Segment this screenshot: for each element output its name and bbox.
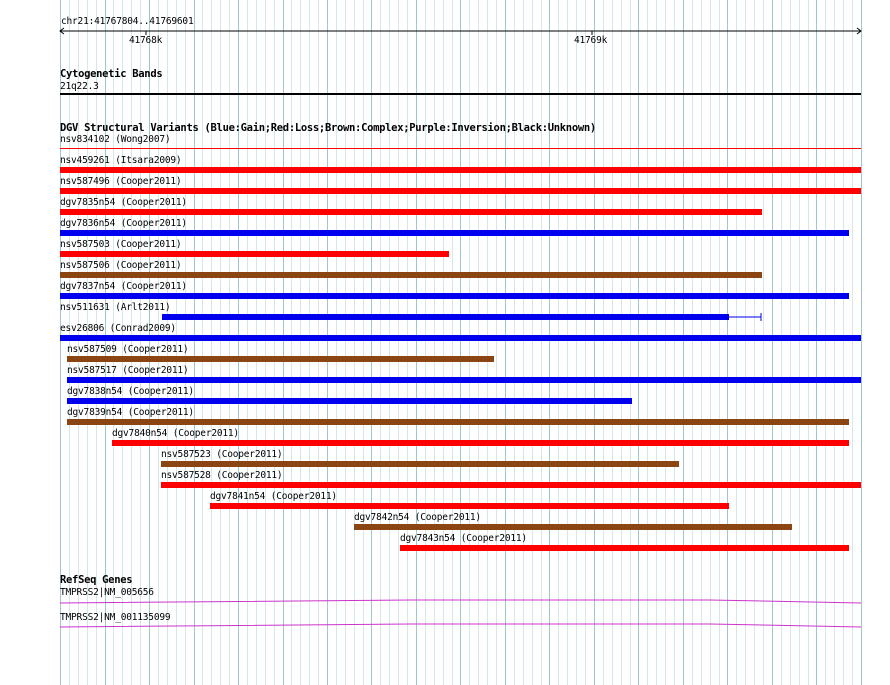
- feature-bar[interactable]: [60, 230, 849, 236]
- feature-bar[interactable]: [354, 524, 792, 530]
- feature-bar[interactable]: [67, 377, 861, 383]
- feature-label[interactable]: nsv587517 (Cooper2011): [67, 365, 189, 376]
- feature-label[interactable]: dgv7835n54 (Cooper2011): [60, 197, 187, 208]
- dgv-track-title: DGV Structural Variants (Blue:Gain;Red:Loss;Brown:Complex;Purple:Inversion;Black:Unknown): [60, 122, 596, 134]
- feature-bar[interactable]: [400, 545, 849, 551]
- cytoband-track-title: Cytogenetic Bands: [60, 68, 163, 80]
- feature-bar[interactable]: [60, 209, 762, 215]
- feature-connector: [0, 310, 890, 326]
- feature-bar[interactable]: [67, 419, 849, 425]
- feature-label[interactable]: dgv7841n54 (Cooper2011): [210, 491, 337, 502]
- refseq-track-title: RefSeq Genes: [60, 574, 133, 586]
- feature-bar[interactable]: [210, 503, 729, 509]
- feature-bar[interactable]: [60, 148, 861, 149]
- feature-label[interactable]: dgv7843n54 (Cooper2011): [400, 533, 527, 544]
- ruler-tick-label: 41769k: [574, 35, 608, 46]
- feature-label[interactable]: dgv7842n54 (Cooper2011): [354, 512, 481, 523]
- feature-label[interactable]: dgv7837n54 (Cooper2011): [60, 281, 187, 292]
- feature-label[interactable]: nsv587509 (Cooper2011): [67, 344, 189, 355]
- feature-label[interactable]: nsv587496 (Cooper2011): [60, 176, 182, 187]
- feature-bar[interactable]: [161, 461, 679, 467]
- feature-bar[interactable]: [60, 251, 449, 257]
- feature-bar[interactable]: [60, 293, 849, 299]
- feature-bar[interactable]: [67, 356, 494, 362]
- feature-label[interactable]: esv26806 (Conrad2009): [60, 323, 176, 334]
- feature-label[interactable]: dgv7838n54 (Cooper2011): [67, 386, 194, 397]
- feature-label[interactable]: nsv587506 (Cooper2011): [60, 260, 182, 271]
- ruler-tick-label: 41768k: [129, 35, 163, 46]
- feature-label[interactable]: nsv587528 (Cooper2011): [161, 470, 283, 481]
- feature-label[interactable]: dgv7840n54 (Cooper2011): [112, 428, 239, 439]
- feature-label[interactable]: nsv587503 (Cooper2011): [60, 239, 182, 250]
- transcript-label[interactable]: TMPRSS2|NM_001135099: [60, 612, 171, 623]
- feature-label[interactable]: nsv459261 (Itsara2009): [60, 155, 182, 166]
- feature-bar[interactable]: [60, 167, 861, 173]
- feature-label[interactable]: dgv7839n54 (Cooper2011): [67, 407, 194, 418]
- feature-bar[interactable]: [60, 272, 762, 278]
- feature-bar[interactable]: [60, 335, 861, 341]
- feature-label[interactable]: nsv587523 (Cooper2011): [161, 449, 283, 460]
- feature-bar[interactable]: [67, 398, 632, 404]
- feature-bar[interactable]: [161, 482, 861, 488]
- cytoband-label[interactable]: 21q22.3: [60, 81, 99, 92]
- transcript-intron-lines[interactable]: [0, 590, 890, 635]
- feature-bar[interactable]: [60, 188, 861, 194]
- feature-label[interactable]: dgv7836n54 (Cooper2011): [60, 218, 187, 229]
- location-label: chr21:41767804..41769601: [61, 16, 194, 27]
- feature-label[interactable]: nsv511631 (Arlt2011): [60, 302, 171, 313]
- feature-bar[interactable]: [112, 440, 849, 446]
- transcript-label[interactable]: TMPRSS2|NM_005656: [60, 587, 154, 598]
- feature-label[interactable]: nsv834102 (Wong2007): [60, 134, 171, 145]
